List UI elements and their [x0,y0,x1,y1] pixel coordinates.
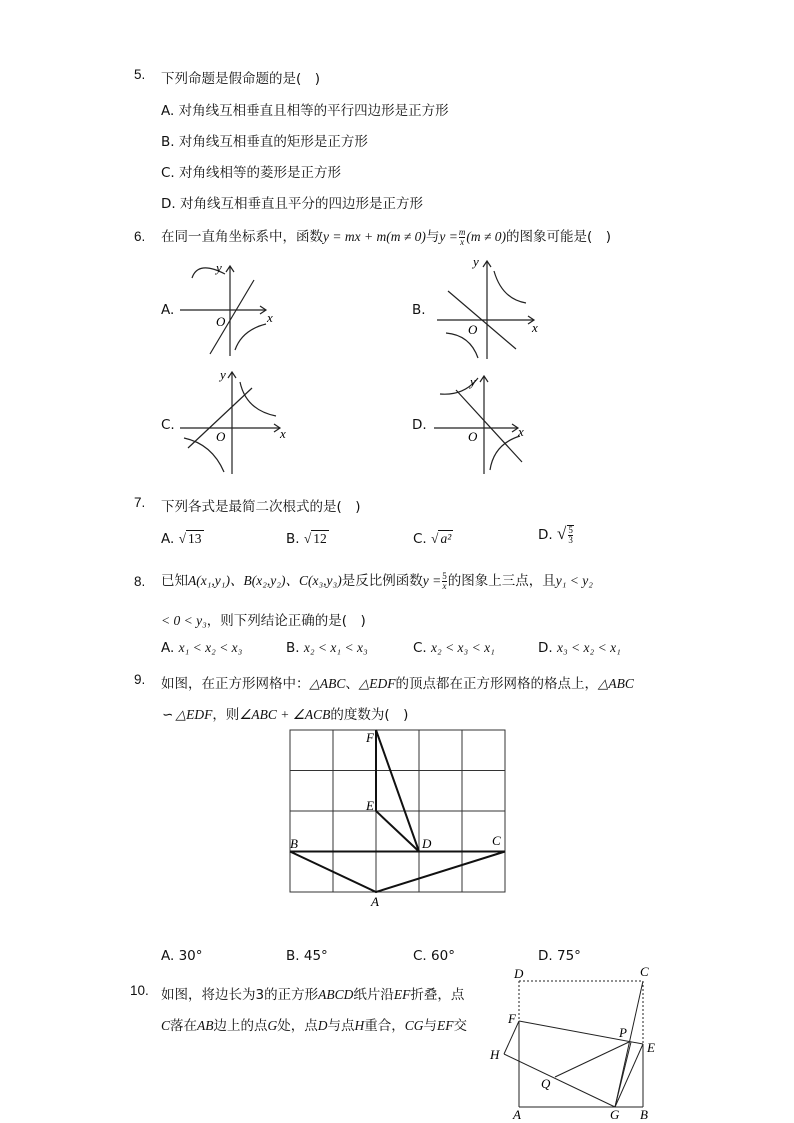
q10-fold: EF [393,987,411,1002]
q6-graph-c[interactable] [180,366,296,478]
q6-func1: y = mx + m(m ≠ 0) [323,229,426,244]
q8-stem-line1 [161,568,593,594]
q6-func2-num: m [458,226,466,237]
q8-cond2: < 0 < y₃ [161,613,207,628]
y-axis-label: y [473,254,479,269]
label-p: P [619,1025,627,1040]
q10-line2-seg: 边上的点 [213,1018,268,1034]
q8-func-frac [442,572,447,591]
q6-option-b-label[interactable]: B. [412,302,426,318]
q9-option-d-label: D. [538,948,553,964]
q9-option-c-label: C. [413,948,427,964]
q9-tri3: △ABC [598,676,634,691]
q6-stem-pre: 在同一直角坐标系中，函数 [161,229,323,245]
q8-option-a[interactable] [161,640,242,656]
q7-option-d-sqrt: √ $\frac{5}{3}$ [556,524,573,546]
q7-option-a[interactable] [161,531,204,547]
q7-option-a-radicand: 13 [188,531,202,546]
q8-option-b[interactable] [286,640,368,656]
q9-option-c-text: 60° [431,948,455,964]
q10-side: 3 [255,987,265,1003]
label-g: G [610,1107,620,1122]
segment-gp [615,1042,631,1107]
label-c: C [492,833,501,848]
q10-line2-seg: D [317,1018,328,1033]
q6-graph-d[interactable] [432,370,532,478]
q9-option-a-label: A. [161,948,175,964]
q8-option-a-text: x₁ < x₂ < x₃ [178,640,243,655]
q10-line2-seg: 处，点 [277,1018,318,1034]
q5-option-c[interactable]: C. 对角线相等的菱形是正方形 [161,165,342,181]
q8-func-pre: y = [422,573,442,588]
q7-option-a-label: A. [161,531,175,547]
triangle-edf [376,730,419,852]
q8-option-c[interactable] [413,640,495,656]
q6-stem-mid: 与 [425,229,440,245]
q10-line2-seg: G [267,1018,278,1033]
q10-square: ABCD [318,987,354,1002]
q8-stem-post: 的图象上三点，且 [447,573,556,589]
q10-line2-seg: C [161,1018,171,1033]
q8-number: 8. [134,574,146,589]
origin-label: O [468,322,478,337]
q8-option-a-label: A. [161,640,175,656]
q10-line1-mid: 的正方形 [264,987,319,1003]
q7-option-d-frac [567,525,574,545]
q10-line2-seg: AB [197,1018,214,1033]
label-b: B [290,836,298,851]
q6-option-c-label[interactable]: C. [161,417,175,433]
q6-option-d-label[interactable]: D. [412,417,427,433]
q8-option-d-label: D. [538,640,553,656]
label-d: D [422,836,432,851]
q7-option-c-sqrt: √ a² [431,531,452,546]
q10-line1-post: 折叠，点 [410,987,465,1003]
label-f: F [508,1011,516,1026]
q10-stem-line2 [161,1014,467,1034]
q9-line2-mid: ，则 [212,707,240,723]
q7-option-b-sqrt: √ 12 [303,531,327,546]
q9-option-b-label: B. [286,948,300,964]
q10-line2-seg: 落在 [170,1018,198,1034]
hyperbola-branch-upper-right [240,382,276,416]
q6-option-a-label[interactable]: A. [161,302,175,318]
y-axis-label: y [220,367,226,382]
q10-line2-seg: EF [437,1018,454,1033]
q7-option-b-radicand: 12 [313,531,327,546]
q5-number: 5. [134,67,146,82]
y-axis-label: y [216,260,222,275]
q9-figure [280,724,520,916]
q7-option-a-sqrt: √ 13 [178,531,202,546]
x-axis-label: x [532,320,538,335]
q9-option-a[interactable] [161,948,203,964]
q9-stem-line1 [161,672,634,692]
q9-sep: 、 [345,676,359,692]
origin-label: O [216,314,226,329]
q8-points: A(x₁,y₁)、B(x₂,y₂)、C(x₃,y₃) [188,573,342,588]
q8-option-c-label: C. [413,640,427,656]
hyperbola-branch-lower-right [490,436,520,470]
q9-tri2: △EDF [358,676,396,691]
q9-line2-pre: ∽ △EDF [161,707,213,722]
q6-number: 6. [134,229,146,244]
q10-line2-seg: 与 [423,1018,438,1034]
q9-angles: ∠ABC + ∠ACB [239,707,331,722]
label-b: B [640,1107,648,1122]
q7-option-c-radicand: a² [440,531,452,546]
q10-stem-line1 [161,983,464,1003]
q10-line1-pre: 如图，将边长为 [161,987,256,1003]
q6-func2-pre: y = [439,229,458,244]
q8-option-c-text: x₂ < x₃ < x₁ [431,640,495,655]
label-a: A [513,1107,521,1122]
triangle-abc [290,852,505,893]
label-e: E [366,798,374,813]
q9-line1-post: 的顶点都在正方形网格的格点上， [395,676,599,692]
q10-line2-seg: 交 [453,1018,468,1034]
q6-stem [161,224,611,250]
q7-stem: 下列各式是最简二次根式的是( ) [161,499,361,515]
hyperbola-branch-lower-right [235,324,266,350]
label-c: C [640,964,649,979]
label-h: H [490,1047,500,1062]
origin-label: O [216,429,226,444]
label-a: A [371,894,379,909]
q5-option-a[interactable]: A. 对角线互相垂直且相等的平行四边形是正方形 [161,103,449,119]
origin-label: O [468,429,478,444]
q8-option-b-label: B. [286,640,300,656]
q10-number: 10. [130,983,149,998]
q8-stem-pre: 已知 [161,573,188,589]
segment-qp [555,1042,629,1077]
q9-option-a-text: 30° [178,948,203,964]
q7-option-b-label: B. [286,531,300,547]
q9-option-b[interactable] [286,948,328,964]
segment-ge [615,1044,643,1107]
q6-func2-post: (m ≠ 0) [466,229,506,244]
q5-option-b[interactable]: B. 对角线互相垂直的矩形是正方形 [161,134,368,150]
x-axis-label: x [518,424,524,439]
q8-option-d-text: x₃ < x₂ < x₁ [556,640,621,655]
x-axis-label: x [267,310,273,325]
label-d: D [514,966,524,981]
q10-line2-seg: H [354,1018,365,1033]
q7-number: 7. [134,495,146,510]
x-axis-label: x [280,426,286,441]
q8-func-num: 5 [442,570,447,581]
label-q: Q [541,1076,551,1091]
q9-number: 9. [134,672,146,687]
q10-line2-seg: 重合， [364,1018,405,1034]
q9-stem-line2 [161,703,408,723]
q8-option-b-text: x₂ < x₁ < x₃ [303,640,368,655]
label-e: E [647,1040,655,1055]
q6-graph-a[interactable] [180,258,280,360]
q9-option-b-text: 45° [303,948,328,964]
q6-stem-post: 的图象可能是( ) [506,229,612,245]
q6-func2-frac [459,228,466,247]
segment-hg [504,1054,615,1107]
q9-line1-pre: 如图，在正方形网格中： [161,676,310,692]
label-f: F [366,730,374,745]
q9-option-c[interactable] [413,948,455,964]
q6-func2-den: x [460,236,465,247]
q10-line1-mid2: 纸片沿 [353,987,394,1003]
q10-line2-seg: CG [404,1018,424,1033]
q8-stem-line2 [161,609,366,629]
q8-option-d[interactable] [538,640,621,656]
q8-cond1: y₁ < y₂ [555,573,593,588]
q8-func-den: x [442,580,447,591]
q9-option-d-text: 75° [556,948,581,964]
line-graph [456,390,522,462]
q5-option-d[interactable]: D. 对角线互相垂直且平分的四边形是正方形 [161,196,423,212]
q8-stem-mid: 是反比例函数 [341,573,423,589]
q7-option-c[interactable] [413,531,453,547]
q7-option-d-den: 3 [568,535,573,546]
q10-line2-seg: 与点 [327,1018,355,1034]
q7-option-b[interactable] [286,531,329,547]
hyperbola-branch-upper-right [494,271,526,303]
q8-stem-end: ，则下列结论正确的是( ) [206,613,366,629]
q10-figure [484,962,674,1122]
q7-option-d[interactable] [538,524,575,545]
q6-graph-b[interactable] [432,253,548,363]
q9-tri1: △ABC [309,676,346,691]
q5-stem: 下列命题是假命题的是( ) [161,71,321,87]
q7-option-d-num: 5 [568,525,573,536]
q9-line2-post: 的度数为( ) [330,707,409,723]
q7-option-d-label: D. [538,527,553,543]
q7-option-c-label: C. [413,531,427,547]
y-axis-label: y [470,374,476,389]
